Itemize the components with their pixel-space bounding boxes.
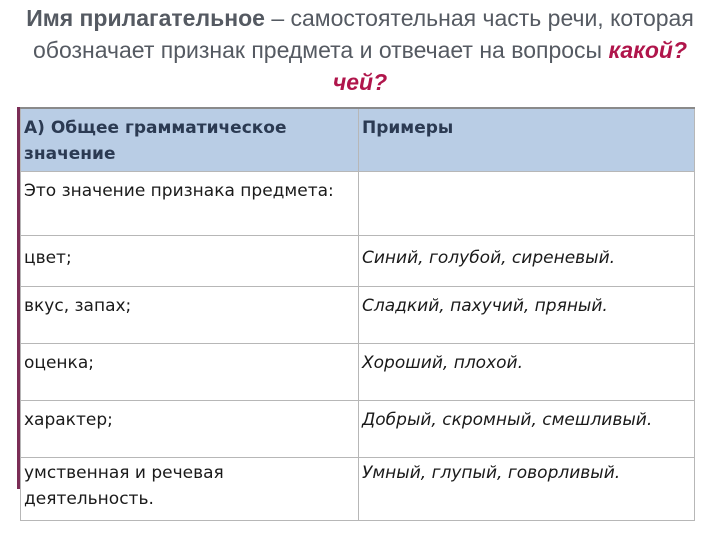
- cell-meaning: оценка;: [21, 344, 359, 401]
- cell-examples: [359, 172, 695, 236]
- adjective-meaning-table: [20, 107, 695, 521]
- table-row: [21, 344, 695, 401]
- header-examples: Примеры: [359, 108, 695, 172]
- title-term: Имя прилагательное: [26, 5, 265, 31]
- table-row: [21, 236, 695, 287]
- cell-examples: Хороший, плохой.: [359, 344, 695, 401]
- title-questions: какой? чей?: [332, 37, 687, 95]
- cell-examples: Сладкий, пахучий, пряный.: [359, 287, 695, 344]
- table-header-row: [21, 108, 695, 172]
- cell-examples: Умный, глупый, говорливый.: [359, 458, 695, 521]
- table-row: [21, 458, 695, 521]
- cell-examples: Добрый, скромный, смешливый.: [359, 401, 695, 458]
- cell-examples: Синий, голубой, сиреневый.: [359, 236, 695, 287]
- table-row: [21, 287, 695, 344]
- table-row: [21, 172, 695, 236]
- cell-meaning: цвет;: [21, 236, 359, 287]
- cell-meaning: характер;: [21, 401, 359, 458]
- header-meaning: А) Общее грамматическое значение: [21, 108, 359, 172]
- cell-meaning: умственная и речевая деятельность.: [21, 458, 359, 521]
- title-definition: – самостоятельная часть речи, которая обозначает признак предмета и отвечает на вопросы: [32, 5, 694, 63]
- cell-meaning: вкус, запах;: [21, 287, 359, 344]
- cell-meaning: Это значение признака предмета:: [21, 172, 359, 236]
- table-row: [21, 401, 695, 458]
- slide-title: [20, 2, 700, 98]
